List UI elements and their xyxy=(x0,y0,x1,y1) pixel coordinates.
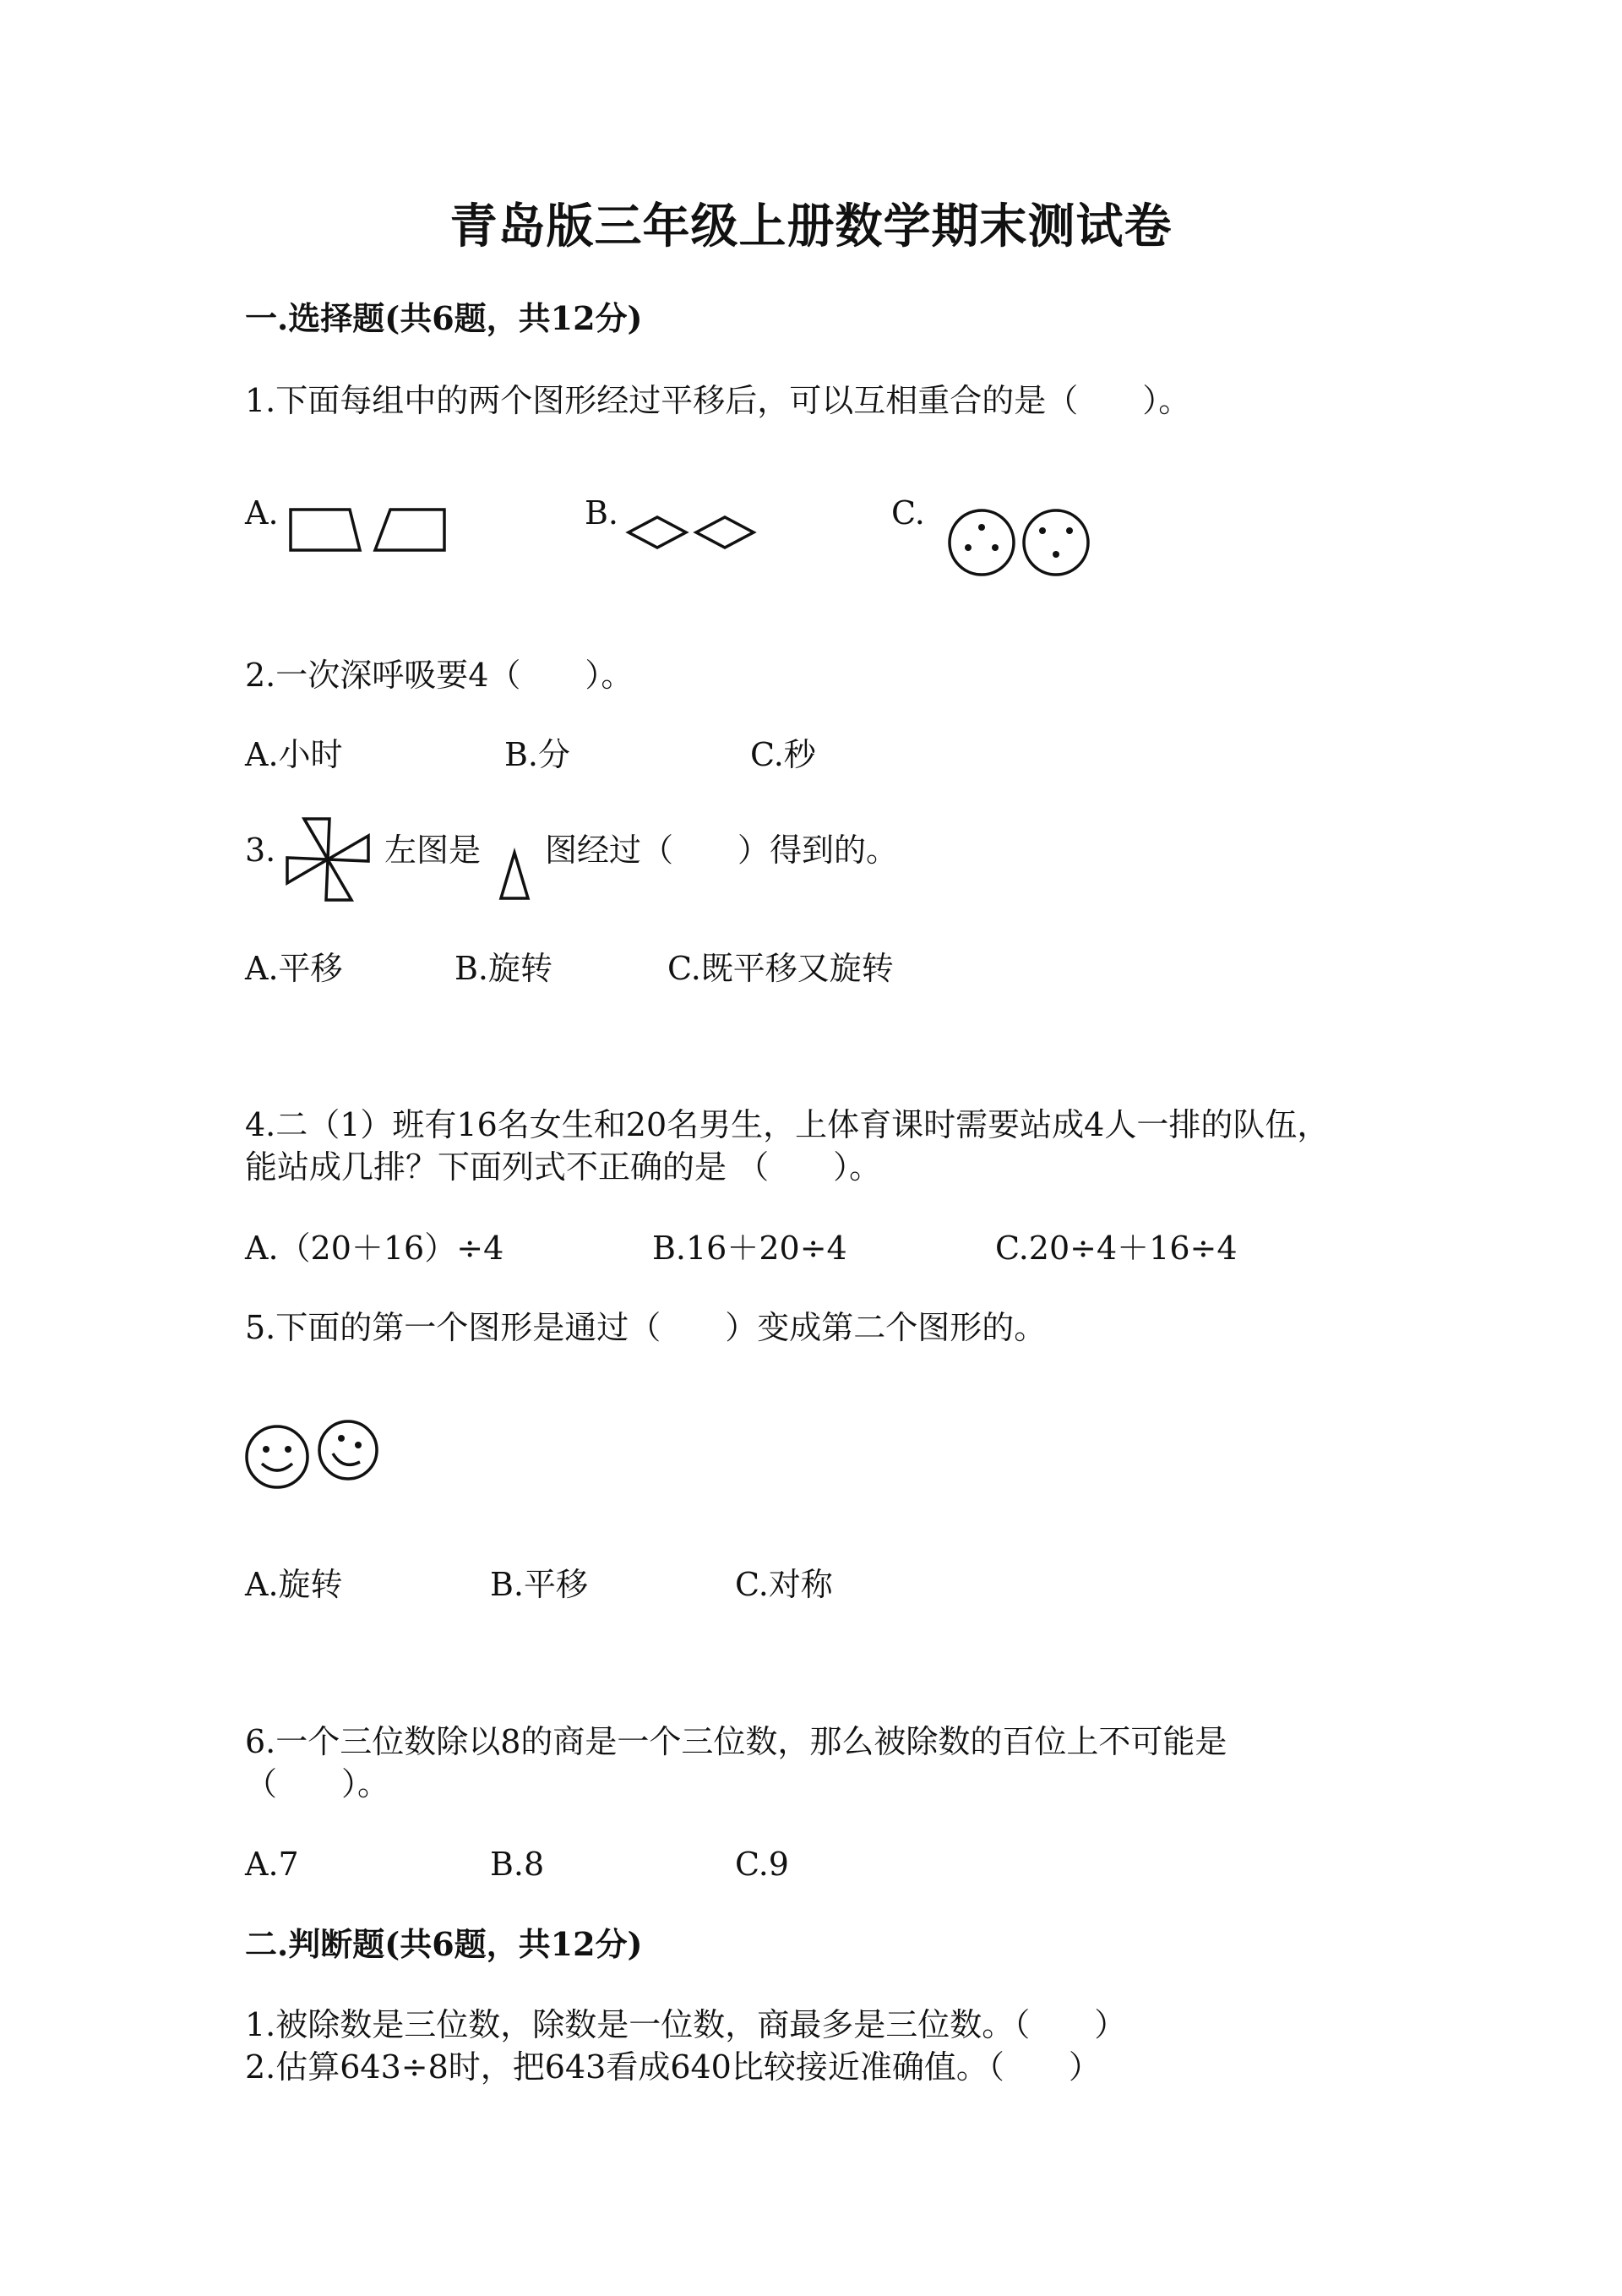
question-6-option-b: B.8 xyxy=(490,1846,545,1883)
trapezoid-pair-figure xyxy=(287,503,448,554)
page-title: 青岛版三年级上册数学期末测试卷 xyxy=(449,199,1173,254)
question-4-text-line-1: 4.二（1）班有16名女生和20名男生，上体育课时需要站成4人一排的队伍， xyxy=(245,1106,1330,1143)
question-5-text: 5.下面的第一个图形是通过（ ）变成第二个图形的。 xyxy=(245,1309,1047,1346)
question-1-option-c-label: C. xyxy=(891,494,925,532)
question-2-text: 2.一次深呼吸要4（ ）。 xyxy=(245,657,634,694)
pinwheel-figure xyxy=(286,815,370,903)
question-6-option-c: C.9 xyxy=(735,1846,789,1883)
question-1-text: 1.下面每组中的两个图形经过平移后，可以互相重合的是（ ）。 xyxy=(245,382,1191,419)
question-5-option-b: B.平移 xyxy=(490,1566,589,1603)
question-4-text-line-2: 能站成几排？下面列式不正确的是 （ ）。 xyxy=(245,1148,882,1186)
question-2-option-b: B.分 xyxy=(504,736,571,773)
diamond-pair-figure xyxy=(625,514,760,551)
question-5-option-c: C.对称 xyxy=(735,1566,833,1603)
question-6-option-a: A.7 xyxy=(245,1846,299,1883)
question-2-option-a: A.小时 xyxy=(245,736,343,773)
judgement-question-1: 1.被除数是三位数，除数是一位数，商最多是三位数。（ ） xyxy=(245,2006,1127,2043)
question-3-end-text: 图经过（ ）得到的。 xyxy=(545,832,899,869)
question-3-number: 3. xyxy=(245,832,276,869)
section-heading-judgement: 二.判断题(共6题，共12分) xyxy=(245,1925,643,1963)
triangle-figure xyxy=(494,849,533,900)
question-5-option-a: A.旋转 xyxy=(245,1566,343,1603)
question-3-option-b: B.旋转 xyxy=(454,950,553,987)
section-heading-choice: 一.选择题(共6题，共12分) xyxy=(245,299,643,337)
judgement-question-2: 2.估算643÷8时，把643看成640比较接近准确值。（ ） xyxy=(245,2048,1101,2086)
question-6-text-line-1: 6.一个三位数除以8的商是一个三位数，那么被除数的百位上不可能是 xyxy=(245,1723,1227,1760)
smiley-faces-figure xyxy=(245,1420,389,1489)
question-3-option-c: C.既平移又旋转 xyxy=(667,950,894,987)
question-3-option-a: A.平移 xyxy=(245,950,343,987)
dotted-circle-pair-figure xyxy=(946,515,1098,568)
question-1-option-b-label: B. xyxy=(585,494,619,532)
question-1-option-a-label: A. xyxy=(245,494,279,532)
question-4-option-c: C.20÷4＋16÷4 xyxy=(995,1230,1238,1267)
question-4-option-a: A.（20＋16）÷4 xyxy=(245,1230,504,1267)
question-4-option-b: B.16＋20÷4 xyxy=(652,1230,847,1267)
question-6-text-line-2: （ ）。 xyxy=(245,1765,390,1802)
question-2-option-c: C.秒 xyxy=(750,736,816,773)
question-3-mid-text: 左图是 xyxy=(384,832,482,869)
